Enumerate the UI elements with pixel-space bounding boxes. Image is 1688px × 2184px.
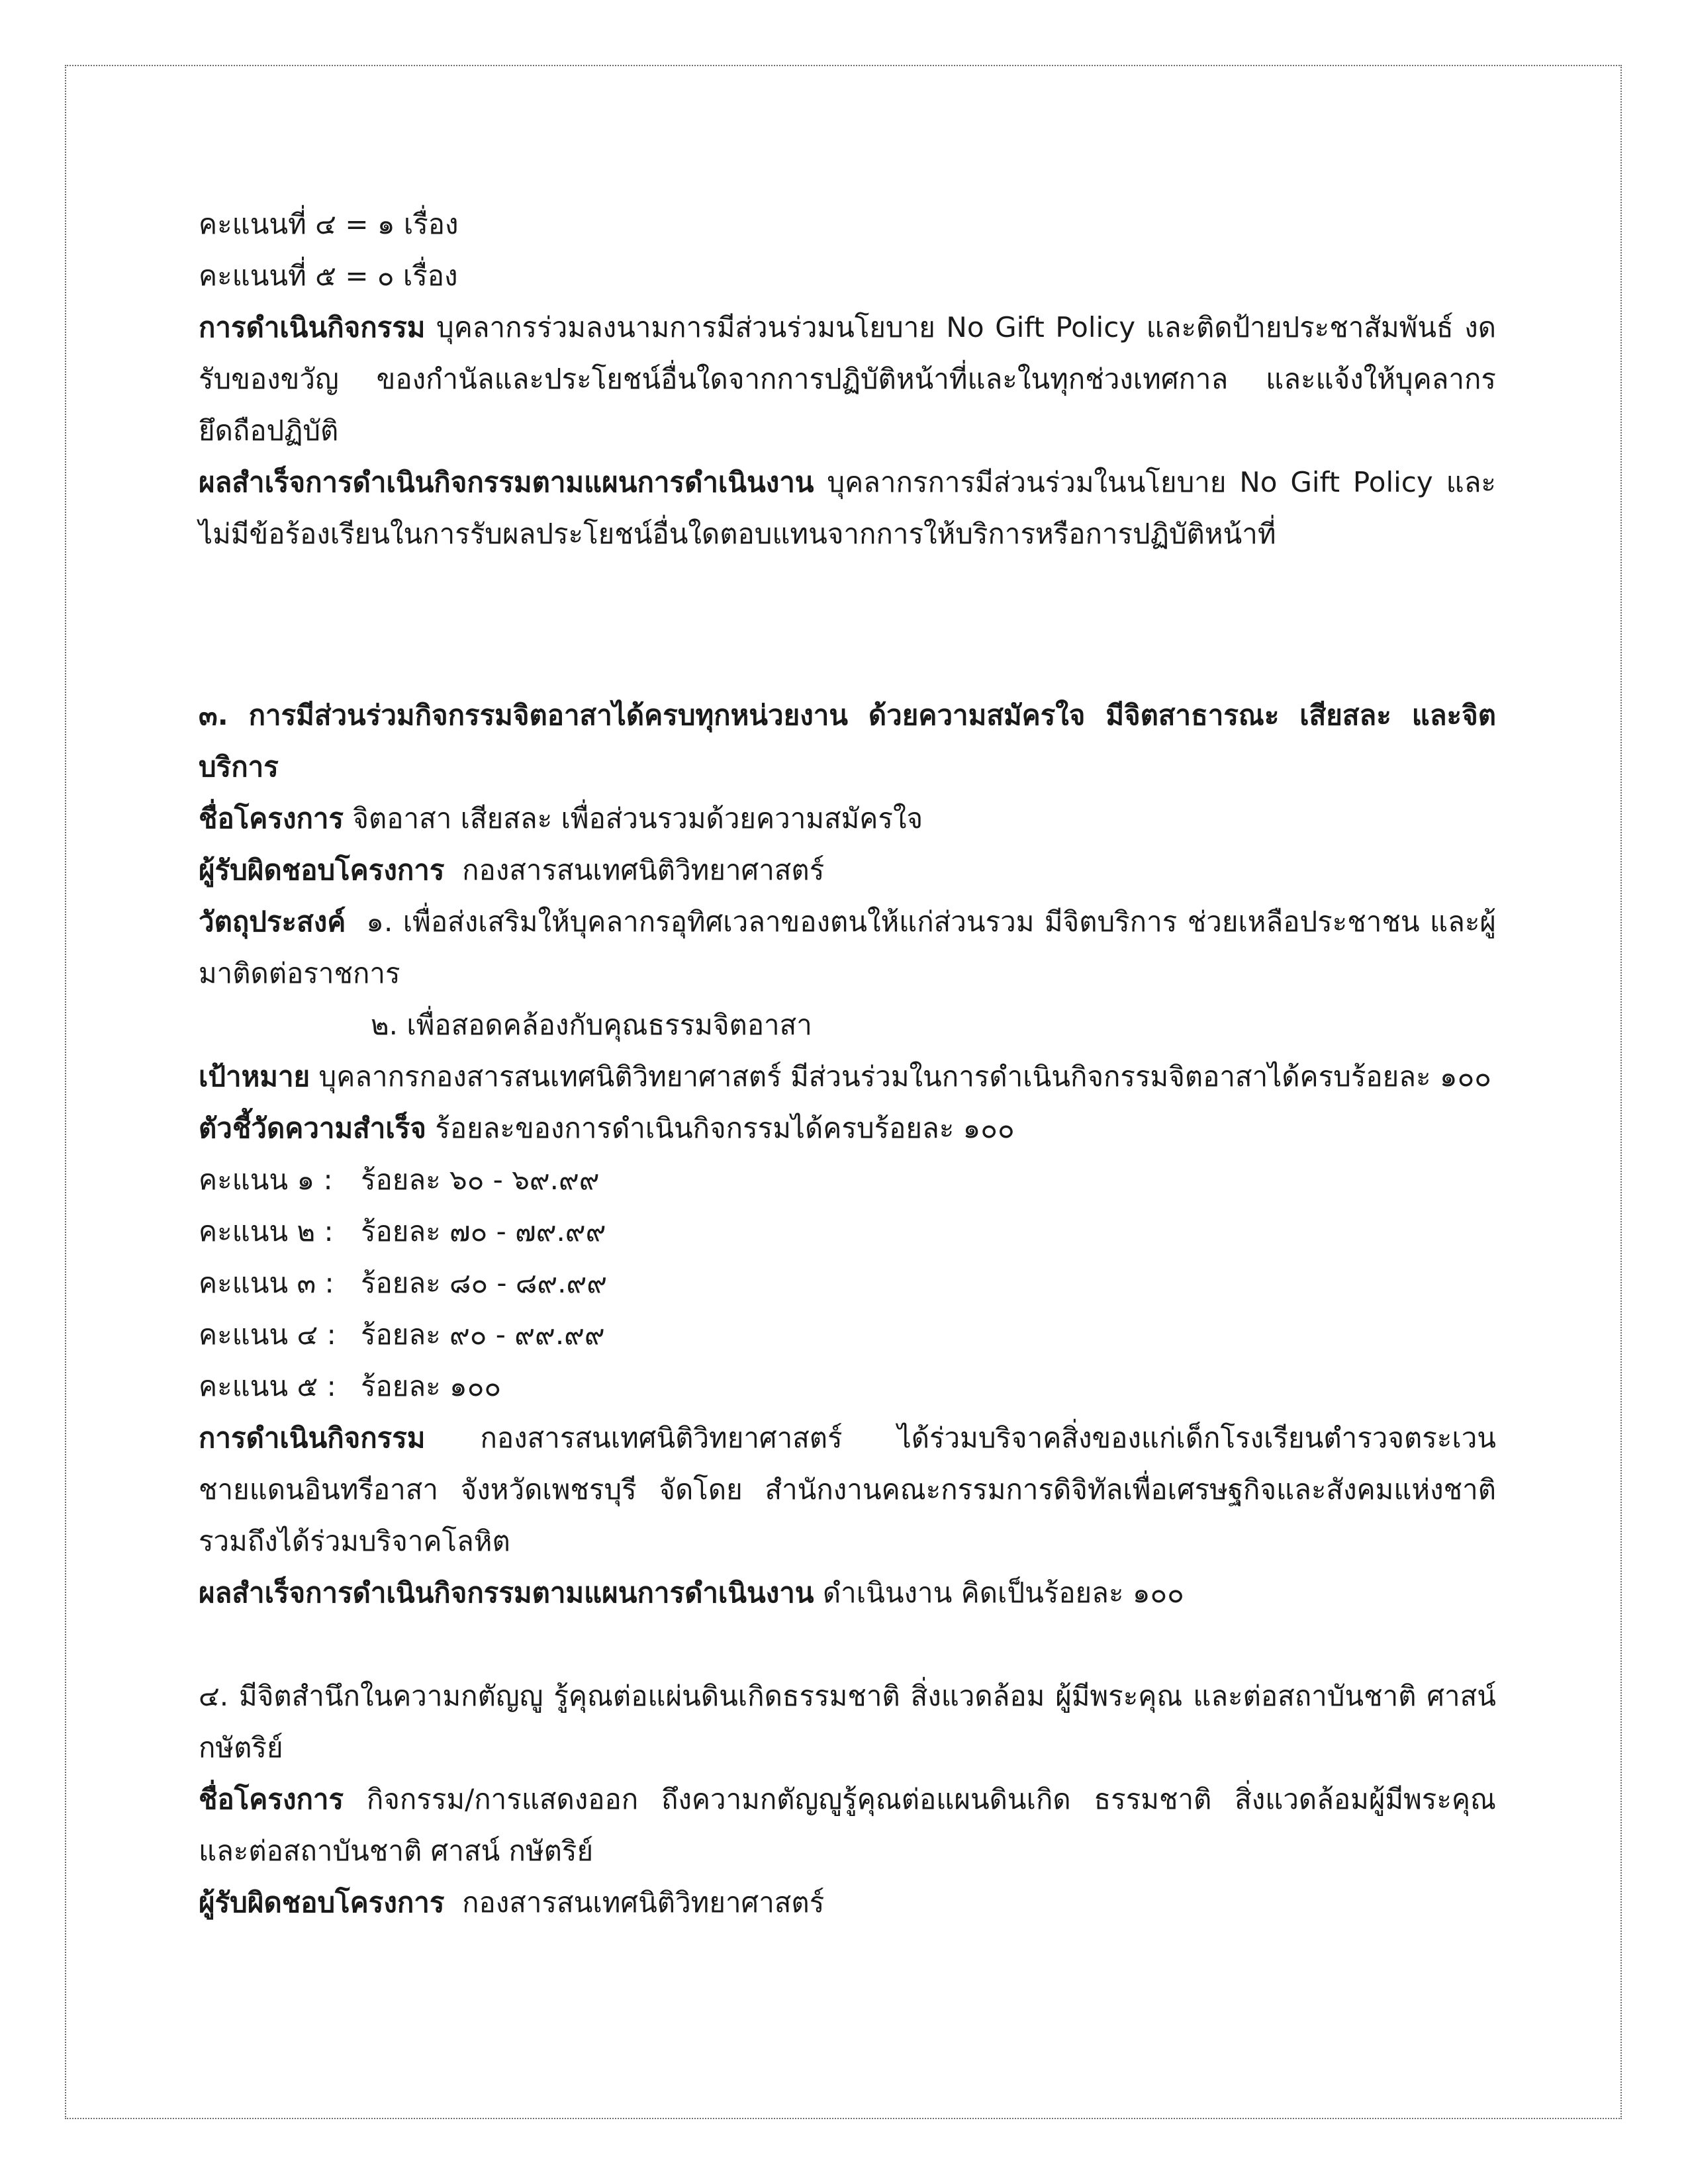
score-list — [199, 1154, 1496, 1412]
score-label: คะแนน ๕ : — [199, 1370, 336, 1402]
score-label: คะแนน ๔ : — [199, 1318, 336, 1351]
objective-1-text: ๑. เพื่อส่งเสริมให้บุคลากรอุทิศเวลาของตนให้แก่ส่วนรวม มีจิตบริการ ช่วยเหลือประชาชน และผู้มาติดต่อราชการ — [199, 905, 1496, 989]
section3-owner — [199, 844, 1496, 896]
score-line-4: คะแนนที่ ๔ = ๑ เรื่อง — [199, 208, 459, 240]
section3-indicator — [199, 1103, 1496, 1154]
activity-label: การดำเนินกิจกรรม — [199, 1422, 426, 1454]
owner-label: ผู้รับผิดชอบโครงการ — [199, 854, 445, 886]
prev-activity-paragraph — [199, 302, 1496, 457]
activity-label: การดำเนินกิจกรรม — [199, 311, 426, 343]
section3-heading: ๓. การมีส่วนร่วมกิจกรรมจิตอาสาได้ครบทุกหน่วยงาน ด้วยความสมัครใจ มีจิตสาธารณะ เสียสละ และจิตบริการ — [199, 699, 1496, 783]
section4-heading: ๔. มีจิตสำนึกในความกตัญญู รู้คุณต่อแผ่นดินเกิดธรรมชาติ สิ่งแวดล้อม ผู้มีพระคุณ และต่อสถาบันชาติ ศาสน์ กษัตริย์ — [199, 1680, 1496, 1764]
owner-text: กองสารสนเทศนิติวิทยาศาสตร์ — [462, 854, 825, 886]
indicator-text: ร้อยละของการดำเนินกิจกรรมได้ครบร้อยละ ๑๐๐ — [435, 1112, 1015, 1144]
result-text: บุคลากรการมีส่วนร่วมในนโยบาย No Gift Policy และไม่มีข้อร้องเรียนในการรับผลประโยชน์อื่นใดตอบแทนจากการให้บริการหรือการปฏิบัติหน้าที่ — [199, 466, 1496, 550]
section3-project — [199, 793, 1496, 844]
project-text: กิจกรรม/การแสดงออก ถึงความกตัญญูรู้คุณต่อแผนดินเกิด ธรรมชาติ สิ่งแวดล้อมผู้มีพระคุณ และต่อสถาบันชาติ ศาสน์ กษัตริย์ — [199, 1783, 1496, 1867]
score-row — [199, 1154, 1496, 1206]
activity-text: บุคลากรร่วมลงนามการมีส่วนร่วมนโยบาย No Gift Policy และติดป้ายประชาสัมพันธ์ งดรับของขวัญ ของกำนัลและประโยชน์อื่นใดจากการปฏิบัติหน้าที่และในทุกช่วงเทศกาล และแจ้งให้บุคลากรยึดถือปฏิบัติ — [199, 311, 1496, 447]
owner-text: กองสารสนเทศนิติวิทยาศาสตร์ — [462, 1886, 825, 1919]
section3-activity — [199, 1412, 1496, 1567]
score-value: ร้อยละ ๘๐ - ๘๙.๙๙ — [361, 1267, 607, 1299]
score-value: ร้อยละ ๗๐ - ๗๙.๙๙ — [361, 1215, 606, 1248]
project-label: ชื่อโครงการ — [199, 1783, 344, 1815]
document-body — [199, 199, 1496, 1929]
score-row — [199, 1257, 1496, 1309]
result-label: ผลสำเร็จการดำเนินกิจกรรมตามแผนการดำเนินงาน — [199, 466, 814, 498]
objective-label: วัตถุประสงค์ — [199, 905, 346, 938]
prev-result-paragraph — [199, 457, 1496, 560]
score-label: คะแนน ๓ : — [199, 1267, 334, 1299]
target-label: เป้าหมาย — [199, 1060, 310, 1093]
score-row — [199, 1361, 1496, 1412]
score-line-5: คะแนนที่ ๕ = ๐ เรื่อง — [199, 259, 458, 292]
section3-objective-2: ๒. เพื่อสอดคล้องกับคุณธรรมจิตอาสา — [371, 1009, 812, 1041]
score-value: ร้อยละ ๖๐ - ๖๙.๙๙ — [361, 1163, 600, 1196]
score-label: คะแนน ๒ : — [199, 1215, 334, 1248]
result-text: ดำเนินงาน คิดเป็นร้อยละ ๑๐๐ — [822, 1576, 1184, 1609]
score-row — [199, 1206, 1496, 1257]
spacer — [199, 1619, 1496, 1670]
score-row — [199, 1309, 1496, 1361]
section3-target — [199, 1051, 1496, 1103]
score-value: ร้อยละ ๑๐๐ — [361, 1370, 501, 1402]
section4-project — [199, 1774, 1496, 1877]
score-label: คะแนน ๑ : — [199, 1163, 333, 1196]
owner-label: ผู้รับผิดชอบโครงการ — [199, 1886, 445, 1919]
spacer — [199, 560, 1496, 690]
section4-owner — [199, 1877, 1496, 1929]
activity-text: กองสารสนเทศนิติวิทยาศาสตร์ ได้ร่วมบริจาคสิ่งของแก่เด็กโรงเรียนตำรวจตระเวนชายแดนอินทรีอาสา จังหวัดเพชรบุรี จัดโดย สำนักงานคณะกรรมการดิจิทัลเพื่อเศรษฐกิจและสังคมแห่งชาติ รวมถึงได้ร่วมบริจาคโลหิต — [199, 1422, 1496, 1557]
result-label: ผลสำเร็จการดำเนินกิจกรรมตามแผนการดำเนินงาน — [199, 1576, 814, 1609]
section3-result — [199, 1567, 1496, 1619]
target-text: บุคลากรกองสารสนเทศนิติวิทยาศาสตร์ มีส่วนร่วมในการดำเนินกิจกรรมจิตอาสาได้ครบร้อยละ ๑๐๐ — [318, 1060, 1491, 1093]
score-value: ร้อยละ ๙๐ - ๙๙.๙๙ — [361, 1318, 605, 1351]
project-text: จิตอาสา เสียสละ เพื่อส่วนรวมด้วยความสมัครใจ — [352, 802, 923, 835]
project-label: ชื่อโครงการ — [199, 802, 344, 835]
section3-objective-1 — [199, 896, 1496, 999]
indicator-label: ตัวชี้วัดความสำเร็จ — [199, 1112, 426, 1144]
